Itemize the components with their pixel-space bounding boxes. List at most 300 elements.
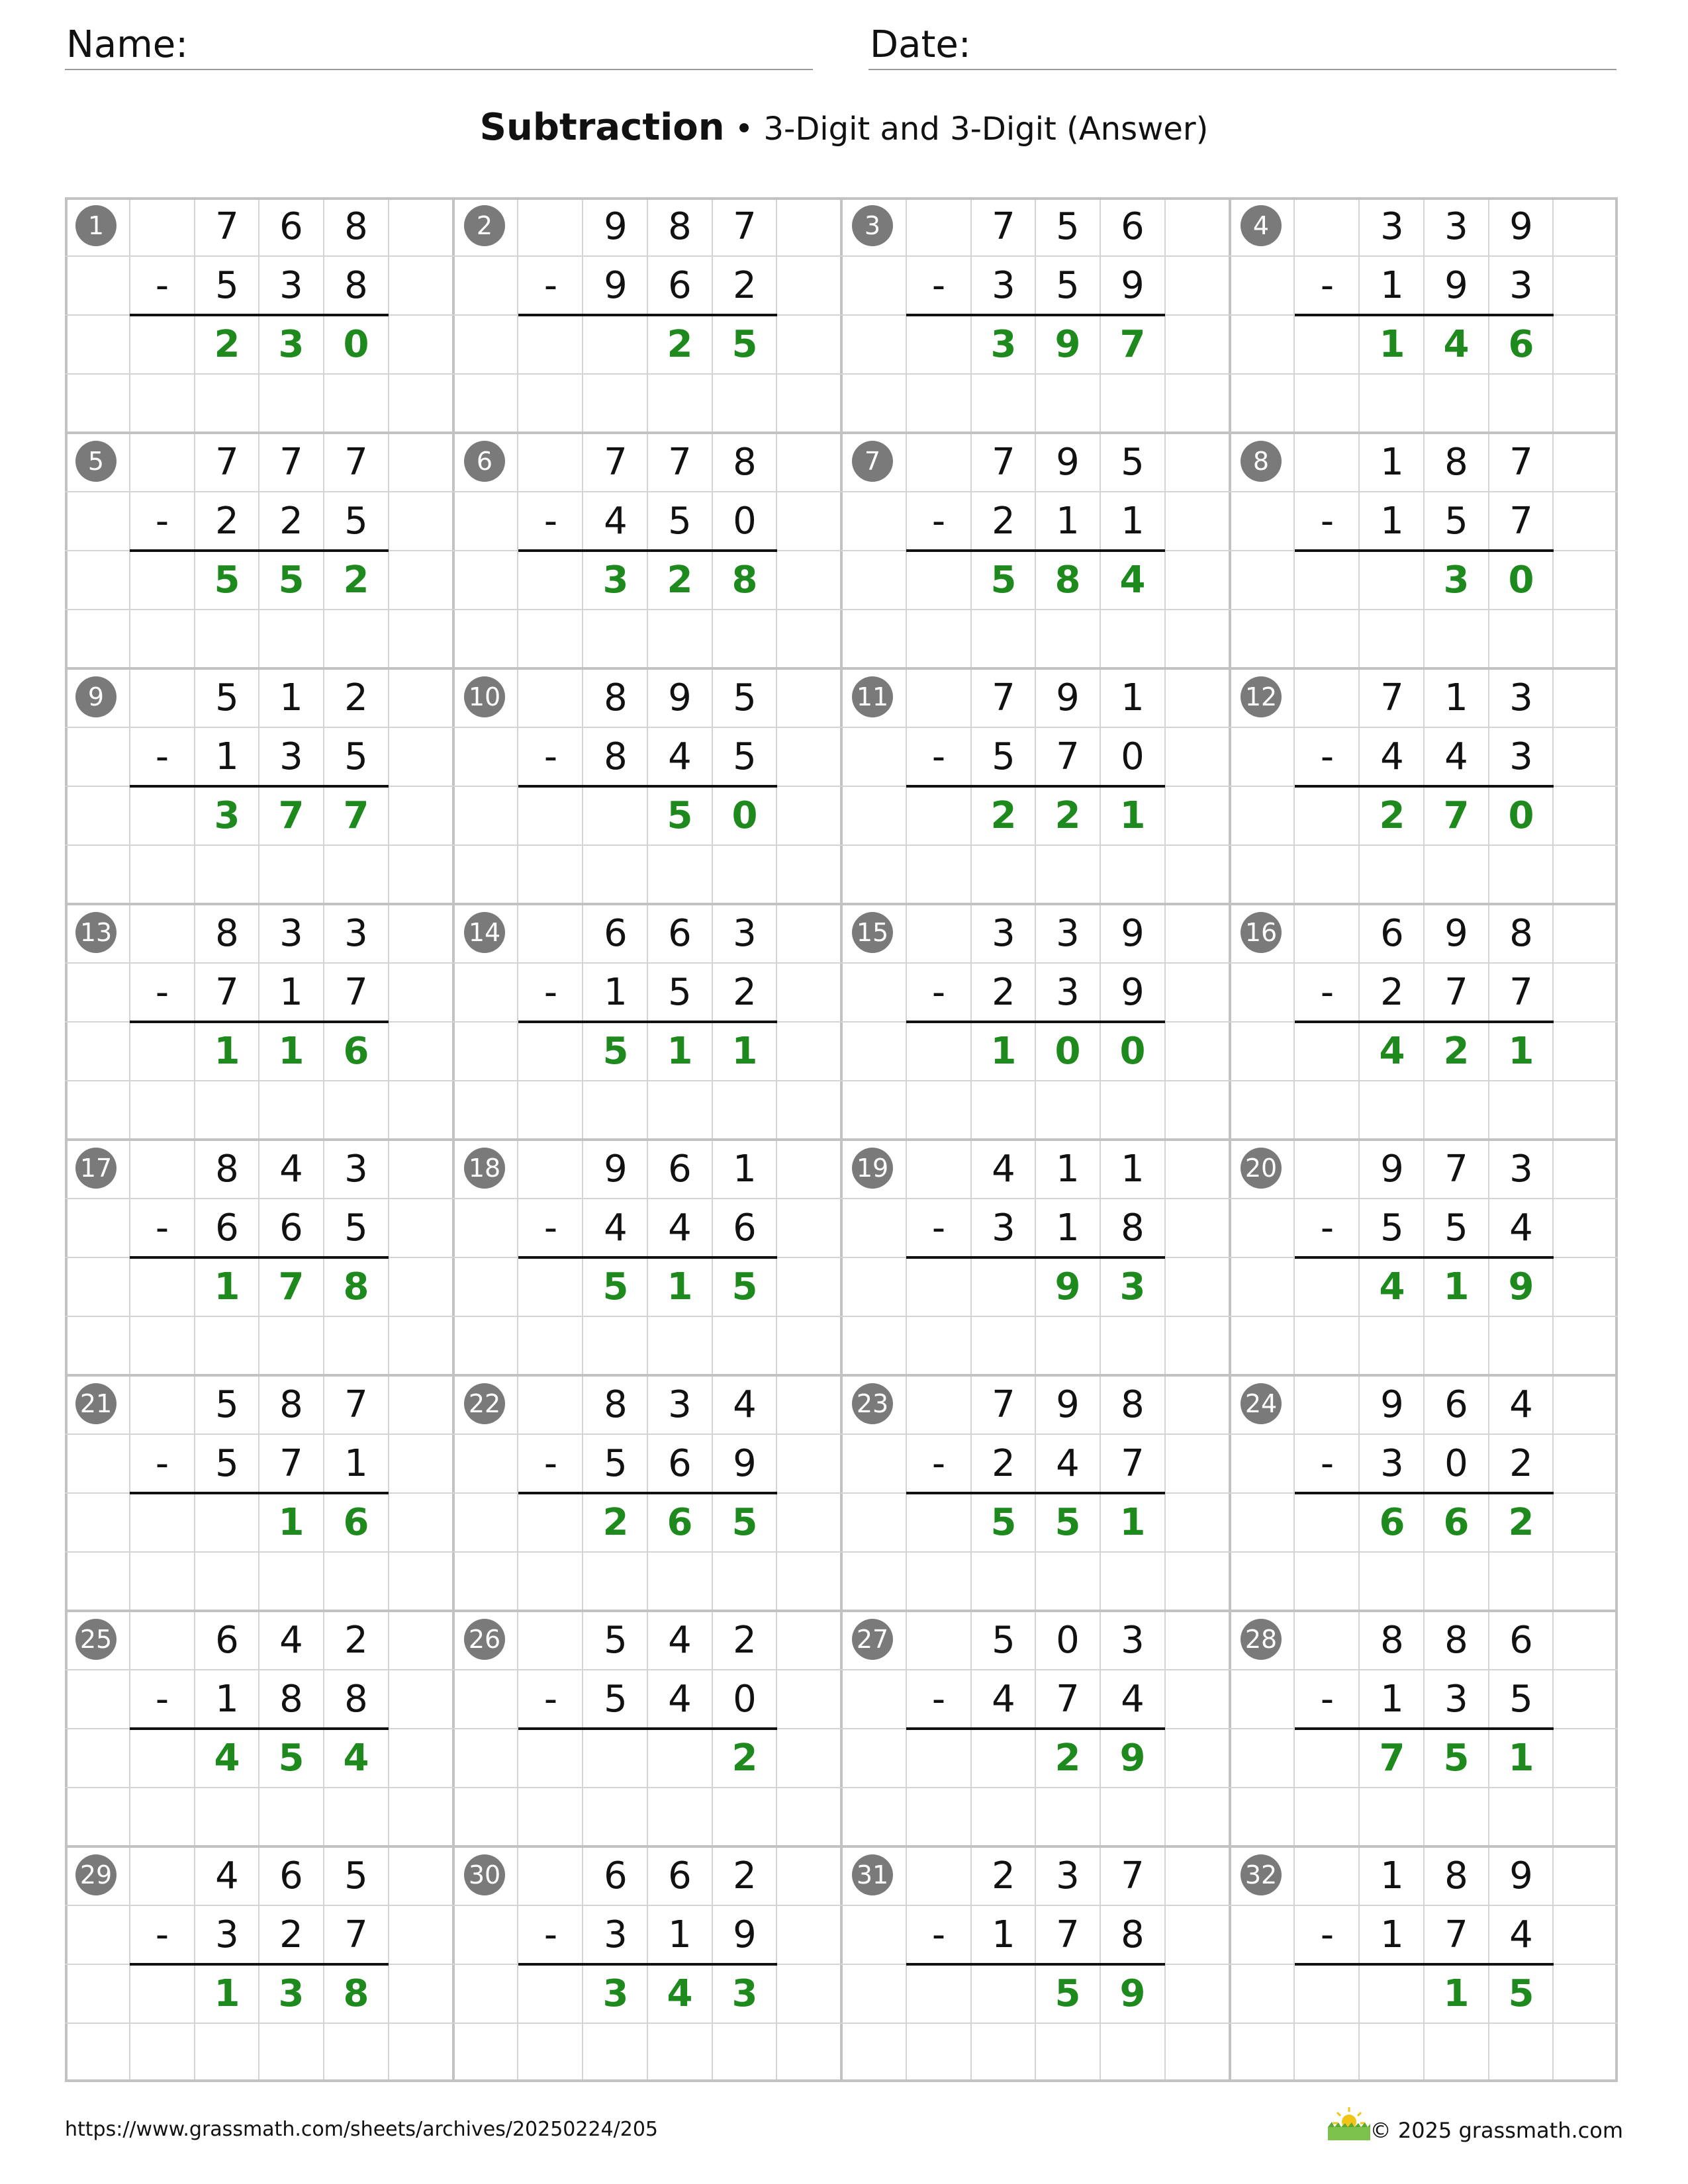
subtrahend-digit: 1	[604, 971, 628, 1014]
answer-digit: 7	[1379, 1737, 1405, 1780]
minuend-digit: 6	[668, 1854, 692, 1897]
answer-digit: 8	[731, 559, 758, 602]
minuend-digit: 9	[1380, 1383, 1404, 1426]
answer-digit: 9	[1508, 1265, 1534, 1308]
problem-number-badge: 17	[75, 1148, 117, 1189]
answer-digit: 6	[1379, 1501, 1405, 1544]
subtraction-bar	[1295, 785, 1554, 788]
minuend-digit: 7	[992, 205, 1015, 248]
answer-digit: 8	[343, 1972, 369, 2015]
minuend-digit: 8	[1444, 1619, 1468, 1662]
subtrahend-digit: 5	[344, 500, 368, 543]
answer-digit: 4	[1379, 1030, 1405, 1073]
answer-digit: 3	[602, 1972, 629, 2015]
subtrahend-digit: 7	[1056, 735, 1080, 778]
subtrahend-digit: 4	[668, 735, 692, 778]
problem-number-badge: 19	[852, 1148, 893, 1189]
problem-29	[65, 1846, 453, 2082]
problem-13	[65, 904, 453, 1140]
minus-sign: -	[155, 735, 169, 778]
problem-3	[841, 197, 1229, 433]
subtrahend-digit: 5	[344, 735, 368, 778]
minuend-digit: 6	[279, 1854, 303, 1897]
subtrahend-digit: 5	[215, 264, 239, 307]
subtrahend-digit: 3	[1444, 1678, 1468, 1721]
subtrahend-digit: 5	[668, 500, 692, 543]
problem-number-badge: 27	[852, 1619, 893, 1660]
problem-22	[453, 1375, 841, 1611]
minuend-digit: 8	[604, 1383, 628, 1426]
answer-digit: 9	[1119, 1737, 1146, 1780]
subtrahend-digit: 7	[1056, 1913, 1080, 1956]
subtrahend-digit: 2	[992, 1442, 1015, 1485]
subtrahend-digit: 5	[668, 971, 692, 1014]
subtraction-bar	[906, 549, 1165, 552]
problem-9	[65, 668, 453, 904]
answer-digit: 1	[214, 1030, 240, 1073]
minuend-digit: 9	[668, 676, 692, 719]
answer-digit: 1	[1119, 1501, 1146, 1544]
minuend-digit: 7	[992, 1383, 1015, 1426]
minus-sign: -	[931, 735, 946, 778]
problem-number-badge: 10	[464, 676, 505, 717]
subtraction-bar	[518, 1021, 777, 1023]
problem-11	[841, 668, 1229, 904]
minuend-digit: 1	[1380, 441, 1404, 484]
answer-digit: 7	[343, 794, 369, 837]
minuend-digit: 5	[1056, 205, 1080, 248]
problem-number-badge: 12	[1241, 676, 1282, 717]
subtrahend-digit: 5	[1380, 1206, 1404, 1250]
minuend-digit: 5	[344, 1854, 368, 1897]
answer-digit: 9	[1055, 323, 1081, 366]
minuend-digit: 3	[733, 912, 757, 955]
subtraction-bar	[130, 1963, 389, 1966]
subtrahend-digit: 3	[1056, 971, 1080, 1014]
subtrahend-digit: 2	[992, 971, 1015, 1014]
subtrahend-digit: 2	[279, 500, 303, 543]
problem-grid	[65, 197, 1618, 2082]
subtrahend-digit: 8	[344, 264, 368, 307]
minus-sign: -	[155, 1206, 169, 1250]
subtrahend-digit: 5	[604, 1442, 628, 1485]
minuend-digit: 7	[1509, 441, 1533, 484]
minuend-digit: 3	[344, 1148, 368, 1191]
problem-number-badge: 22	[464, 1383, 505, 1424]
answer-digit	[583, 315, 648, 374]
problem-6	[453, 433, 841, 668]
problem-number-badge: 23	[852, 1383, 893, 1424]
subtrahend-digit: 9	[1121, 971, 1145, 1014]
subtraction-bar	[1295, 1021, 1554, 1023]
problem-8	[1230, 433, 1618, 668]
answer-digit: 9	[1055, 1265, 1081, 1308]
subtrahend-digit: 8	[604, 735, 628, 778]
problem-28	[1230, 1611, 1618, 1846]
subtrahend-digit: 1	[215, 735, 239, 778]
answer-digit: 1	[214, 1972, 240, 2015]
minus-sign: -	[155, 1442, 169, 1485]
minuend-digit: 6	[1380, 912, 1404, 955]
subtrahend-digit: 2	[733, 264, 757, 307]
minus-sign: -	[543, 1442, 558, 1485]
subtraction-bar	[130, 1256, 389, 1259]
minus-sign: -	[155, 264, 169, 307]
answer-digit: 2	[667, 323, 693, 366]
minus-sign: -	[1320, 971, 1335, 1014]
title-main: Subtraction	[479, 106, 725, 149]
minuend-digit: 8	[1444, 441, 1468, 484]
subtrahend-digit: 4	[604, 500, 628, 543]
answer-digit	[971, 1257, 1036, 1316]
answer-digit: 8	[1055, 559, 1081, 602]
answer-digit: 3	[990, 323, 1017, 366]
minuend-digit: 5	[604, 1619, 628, 1662]
problem-number-badge: 16	[1241, 912, 1282, 953]
subtrahend-digit: 3	[1509, 264, 1533, 307]
minuend-digit: 7	[992, 676, 1015, 719]
minuend-digit: 4	[1509, 1383, 1533, 1426]
answer-digit: 2	[1379, 794, 1405, 837]
subtrahend-digit: 4	[992, 1678, 1015, 1721]
minuend-digit: 3	[1509, 676, 1533, 719]
minuend-digit: 7	[1380, 676, 1404, 719]
subtrahend-digit: 6	[668, 264, 692, 307]
subtrahend-digit: 2	[1509, 1442, 1533, 1485]
answer-digit	[1360, 551, 1425, 610]
minuend-digit: 3	[344, 912, 368, 955]
minus-sign: -	[543, 971, 558, 1014]
subtrahend-digit: 0	[1121, 735, 1145, 778]
minuend-digit: 5	[1121, 441, 1145, 484]
minuend-digit: 7	[344, 441, 368, 484]
minuend-digit: 8	[215, 1148, 239, 1191]
subtrahend-digit: 7	[1509, 500, 1533, 543]
minuend-digit: 3	[1056, 1854, 1080, 1897]
answer-digit: 5	[602, 1030, 629, 1073]
subtrahend-digit: 4	[668, 1678, 692, 1721]
minuend-digit: 9	[1056, 441, 1080, 484]
answer-digit: 5	[1443, 1737, 1470, 1780]
problem-number-badge: 15	[852, 912, 893, 953]
minuend-digit: 2	[344, 1619, 368, 1662]
minuend-digit: 9	[1509, 205, 1533, 248]
subtrahend-digit: 2	[1380, 971, 1404, 1014]
subtrahend-digit: 6	[733, 1206, 757, 1250]
subtrahend-digit: 1	[1380, 500, 1404, 543]
minus-sign: -	[543, 1678, 558, 1721]
subtrahend-digit: 3	[1509, 735, 1533, 778]
answer-digit: 6	[343, 1030, 369, 1073]
answer-digit: 3	[1119, 1265, 1146, 1308]
problem-23	[841, 1375, 1229, 1611]
minuend-digit: 5	[215, 676, 239, 719]
title-subtitle: • 3-Digit and 3-Digit (Answer)	[734, 111, 1209, 148]
date-label: Date:	[870, 23, 971, 66]
problem-16	[1230, 904, 1618, 1140]
answer-digit: 4	[343, 1737, 369, 1780]
problem-number-badge: 20	[1241, 1148, 1282, 1189]
subtraction-bar	[130, 314, 389, 316]
answer-digit: 5	[278, 559, 305, 602]
minuend-digit: 3	[1121, 1619, 1145, 1662]
answer-digit: 7	[278, 794, 305, 837]
minus-sign: -	[155, 1678, 169, 1721]
problem-number-badge: 31	[852, 1854, 893, 1895]
subtrahend-digit: 4	[1509, 1206, 1533, 1250]
minuend-digit: 8	[279, 1383, 303, 1426]
grass-sun-logo-icon	[1327, 2105, 1372, 2142]
subtrahend-digit: 6	[215, 1206, 239, 1250]
minuend-digit: 3	[1509, 1148, 1533, 1191]
subtrahend-digit: 3	[279, 264, 303, 307]
problem-number-badge: 8	[1241, 441, 1282, 482]
minuend-digit: 6	[1444, 1383, 1468, 1426]
subtraction-bar	[518, 1492, 777, 1494]
minuend-digit: 7	[215, 205, 239, 248]
subtrahend-digit: 3	[279, 735, 303, 778]
subtrahend-digit: 1	[1380, 1913, 1404, 1956]
subtrahend-digit: 1	[1380, 1678, 1404, 1721]
subtraction-bar	[130, 549, 389, 552]
minuend-digit: 6	[1121, 205, 1145, 248]
subtrahend-digit: 1	[992, 1913, 1015, 1956]
minus-sign: -	[543, 735, 558, 778]
subtrahend-digit: 9	[604, 264, 628, 307]
minuend-digit: 8	[1509, 912, 1533, 955]
minus-sign: -	[1320, 500, 1335, 543]
subtrahend-digit: 7	[1444, 971, 1468, 1014]
minus-sign: -	[931, 500, 946, 543]
problem-number-badge: 18	[464, 1148, 505, 1189]
answer-digit: 8	[343, 1265, 369, 1308]
subtrahend-digit: 6	[668, 1442, 692, 1485]
problem-number-badge: 7	[852, 441, 893, 482]
answer-digit: 1	[214, 1265, 240, 1308]
problem-30	[453, 1846, 841, 2082]
minuend-digit: 3	[992, 912, 1015, 955]
minuend-digit: 6	[668, 1148, 692, 1191]
answer-digit: 1	[1119, 794, 1146, 837]
minuend-digit: 6	[604, 1854, 628, 1897]
subtrahend-digit: 8	[1121, 1913, 1145, 1956]
minuend-digit: 5	[215, 1383, 239, 1426]
subtrahend-digit: 7	[344, 1913, 368, 1956]
subtraction-bar	[518, 1256, 777, 1259]
subtraction-bar	[906, 1256, 1165, 1259]
minuend-digit: 6	[279, 205, 303, 248]
minuend-digit: 1	[733, 1148, 757, 1191]
answer-digit: 3	[278, 1972, 305, 2015]
problem-26	[453, 1611, 841, 1846]
subtraction-bar	[1295, 1256, 1554, 1259]
answer-digit: 5	[731, 1265, 758, 1308]
date-field	[868, 20, 1617, 70]
problem-number-badge: 1	[75, 205, 117, 246]
subtrahend-digit: 3	[992, 264, 1015, 307]
answer-digit: 5	[602, 1265, 629, 1308]
subtraction-bar	[906, 1727, 1165, 1730]
subtrahend-digit: 4	[1380, 735, 1404, 778]
problem-number-badge: 4	[1241, 205, 1282, 246]
minuend-digit: 9	[604, 1148, 628, 1191]
subtrahend-digit: 7	[279, 1442, 303, 1485]
problem-number-badge: 9	[75, 676, 117, 717]
minuend-digit: 7	[344, 1383, 368, 1426]
worksheet-title	[0, 106, 1688, 149]
answer-digit	[1360, 1964, 1425, 2023]
minuend-digit: 7	[1121, 1854, 1145, 1897]
subtrahend-digit: 9	[733, 1913, 757, 1956]
subtrahend-digit: 5	[1444, 500, 1468, 543]
subtrahend-digit: 7	[1509, 971, 1533, 1014]
minuend-digit: 8	[733, 441, 757, 484]
problem-number-badge: 6	[464, 441, 505, 482]
answer-digit: 2	[602, 1501, 629, 1544]
minuend-digit: 8	[344, 205, 368, 248]
subtrahend-digit: 1	[279, 971, 303, 1014]
minuend-digit: 6	[215, 1619, 239, 1662]
answer-digit: 7	[1119, 323, 1146, 366]
subtraction-bar	[130, 1021, 389, 1023]
subtrahend-digit: 4	[1509, 1913, 1533, 1956]
minuend-digit: 9	[604, 205, 628, 248]
minuend-digit: 4	[992, 1148, 1015, 1191]
minuend-digit: 7	[733, 205, 757, 248]
answer-digit: 1	[1443, 1972, 1470, 2015]
minuend-digit: 7	[604, 441, 628, 484]
answer-digit: 1	[278, 1501, 305, 1544]
answer-digit: 6	[667, 1501, 693, 1544]
minuend-digit: 3	[668, 1383, 692, 1426]
minuend-digit: 9	[1121, 912, 1145, 955]
subtrahend-digit: 5	[992, 735, 1015, 778]
answer-digit	[195, 1493, 259, 1552]
subtrahend-digit: 0	[733, 1678, 757, 1721]
minus-sign: -	[155, 971, 169, 1014]
minus-sign: -	[1320, 1206, 1335, 1250]
answer-digit: 4	[1443, 323, 1470, 366]
answer-digit: 3	[1443, 559, 1470, 602]
minuend-digit: 2	[992, 1854, 1015, 1897]
minus-sign: -	[543, 500, 558, 543]
answer-digit: 6	[1443, 1501, 1470, 1544]
answer-digit: 1	[731, 1030, 758, 1073]
answer-digit: 1	[667, 1265, 693, 1308]
answer-digit: 2	[1055, 794, 1081, 837]
problem-number-badge: 13	[75, 912, 117, 953]
subtrahend-digit: 5	[1056, 264, 1080, 307]
answer-digit: 4	[1119, 559, 1146, 602]
answer-digit	[971, 1729, 1036, 1788]
minuend-digit: 2	[733, 1619, 757, 1662]
problem-19	[841, 1140, 1229, 1375]
answer-digit: 7	[278, 1265, 305, 1308]
subtrahend-digit: 5	[344, 1206, 368, 1250]
subtraction-bar	[906, 314, 1165, 316]
answer-digit	[647, 1729, 712, 1788]
problem-number-badge: 11	[852, 676, 893, 717]
problem-31	[841, 1846, 1229, 2082]
subtrahend-digit: 1	[344, 1442, 368, 1485]
subtrahend-digit: 8	[344, 1678, 368, 1721]
problem-number-badge: 28	[1241, 1619, 1282, 1660]
answer-digit: 6	[1508, 323, 1534, 366]
minus-sign: -	[543, 1206, 558, 1250]
minuend-digit: 1	[1380, 1854, 1404, 1897]
subtrahend-digit: 7	[1121, 1442, 1145, 1485]
minuend-digit: 7	[215, 441, 239, 484]
minuend-digit: 1	[279, 676, 303, 719]
answer-digit: 7	[1443, 794, 1470, 837]
minuend-digit: 7	[279, 441, 303, 484]
minuend-digit: 4	[215, 1854, 239, 1897]
answer-digit: 5	[731, 1501, 758, 1544]
answer-digit: 3	[602, 559, 629, 602]
minuend-digit: 9	[1380, 1148, 1404, 1191]
minuend-digit: 6	[604, 912, 628, 955]
answer-digit: 1	[278, 1030, 305, 1073]
subtraction-bar	[130, 1727, 389, 1730]
answer-digit: 2	[1055, 1737, 1081, 1780]
minuend-digit: 5	[992, 1619, 1015, 1662]
problem-18	[453, 1140, 841, 1375]
minuend-digit: 6	[1509, 1619, 1533, 1662]
subtrahend-digit: 7	[344, 971, 368, 1014]
problem-24	[1230, 1375, 1618, 1611]
problem-number-badge: 26	[464, 1619, 505, 1660]
subtrahend-digit: 7	[215, 971, 239, 1014]
answer-digit: 0	[1119, 1030, 1146, 1073]
subtrahend-digit: 1	[1056, 1206, 1080, 1250]
subtrahend-digit: 2	[733, 971, 757, 1014]
answer-digit: 4	[667, 1972, 693, 2015]
answer-digit: 5	[1055, 1972, 1081, 2015]
minus-sign: -	[1320, 1678, 1335, 1721]
minuend-digit: 9	[1444, 912, 1468, 955]
answer-digit: 2	[731, 1737, 758, 1780]
minus-sign: -	[931, 971, 946, 1014]
minus-sign: -	[155, 500, 169, 543]
answer-digit: 5	[731, 323, 758, 366]
subtraction-bar	[906, 1021, 1165, 1023]
subtrahend-digit: 1	[668, 1913, 692, 1956]
answer-digit: 5	[1508, 1972, 1534, 2015]
subtraction-bar	[518, 785, 777, 788]
minus-sign: -	[931, 1678, 946, 1721]
subtraction-bar	[130, 785, 389, 788]
subtraction-bar	[906, 1492, 1165, 1494]
subtrahend-digit: 4	[1056, 1442, 1080, 1485]
answer-digit	[971, 1964, 1036, 2023]
footer-copyright: © 2025 grassmath.com	[1370, 2118, 1623, 2143]
subtraction-bar	[1295, 549, 1554, 552]
minuend-digit: 7	[992, 441, 1015, 484]
minus-sign: -	[931, 1206, 946, 1250]
subtrahend-digit: 1	[1380, 264, 1404, 307]
answer-digit: 1	[667, 1030, 693, 1073]
subtrahend-digit: 4	[1444, 735, 1468, 778]
minuend-digit: 8	[1121, 1383, 1145, 1426]
minuend-digit: 8	[668, 205, 692, 248]
subtrahend-digit: 3	[992, 1206, 1015, 1250]
subtrahend-digit: 7	[1056, 1678, 1080, 1721]
minuend-digit: 7	[668, 441, 692, 484]
minuend-digit: 4	[279, 1148, 303, 1191]
subtrahend-digit: 1	[1121, 500, 1145, 543]
subtrahend-digit: 5	[215, 1442, 239, 1485]
answer-digit: 4	[214, 1737, 240, 1780]
